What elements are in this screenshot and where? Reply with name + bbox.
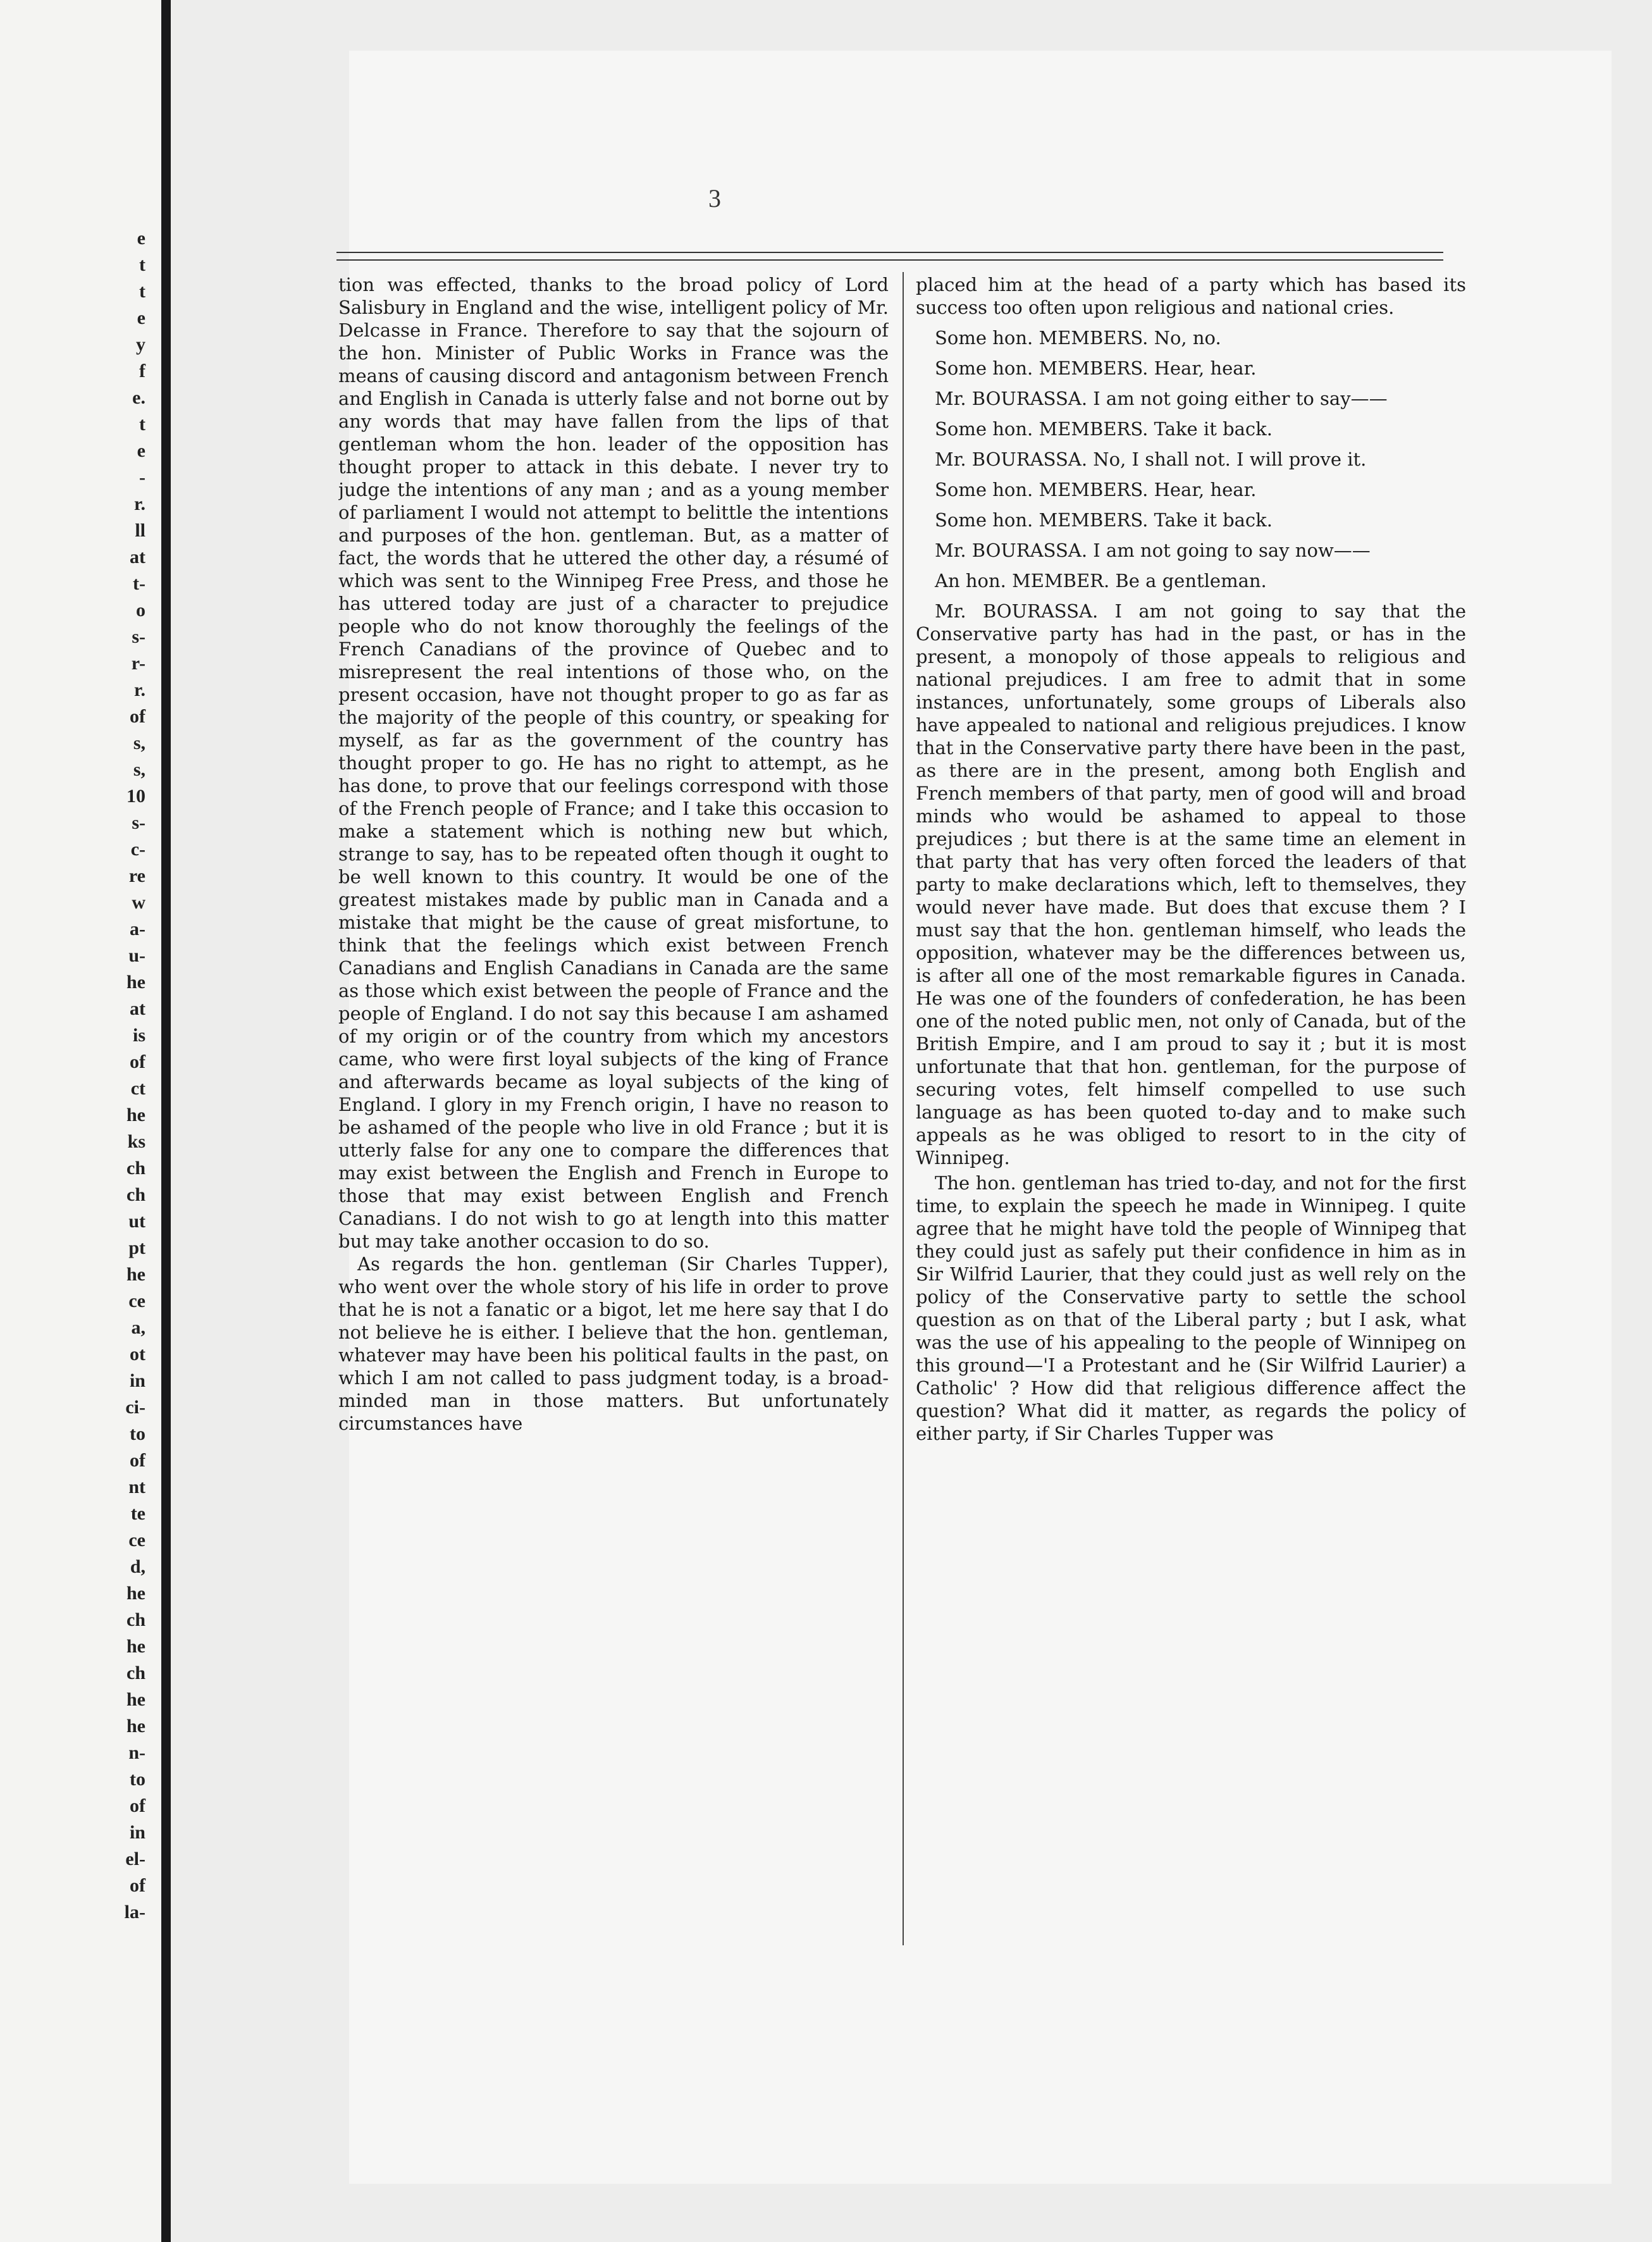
margin-fragment: ut [128,1211,145,1232]
margin-fragment: of [130,1450,145,1471]
margin-fragment: y [136,334,145,355]
paragraph: An hon. MEMBER. Be a gentleman. [935,570,1267,591]
margin-fragment: n- [128,1742,145,1763]
header-rule-bottom [336,259,1443,261]
paragraph: placed him at the head of a party which has based its success too often upon religious and national cries. [916,274,1466,318]
margin-fragment: s, [133,733,145,753]
paragraph: tion was effected, thanks to the broad policy of Lord Salisbury in England and the wise, intelligent policy of Mr. Delcasse in France. Therefore to say that the sojourn of the hon. Minister of Public Works in France was the means of causing discord and antagonism between French and English in Canada is utterly false and not borne out by any words that may have fallen from the lips of that gentleman whom the hon. leader of the opposition has thought proper to attack in this debate. I never try to judge the intentions of any man ; and as a young member of parliament I would not attempt to belittle the intentions and purposes of the hon. gentleman. But, as a matter of fact, the words that he uttered the other day, a résumé of which was sent to the Winnipeg Free Press, and those he has uttered today are just of a character to prejudice people who do not know thoroughly the feelings of the French Canadians of the province of Quebec and to misrepresent the real intentions of those who, on the present occasion, have not thought proper to go as far as the majority of the people of this country, or speaking for myself, as far as the government of the country has thought proper to go. He has no right to attempt, as he has done, to prove that our feelings correspond with those of the French people of France; and I take this occasion to make a statement which is nothing new but which, strange to say, has to be repeated often though it ought to be well known to this country. It would be one of the greatest mistakes made by public man in Canada and a mistake that might be the cause of great misfortune, to think that the feelings which exist between French Canadians and English Canadians in Canada are the same as those which exist between the people of France and the people of England. I do not say this because I am ashamed of my origin or of the country from which my ancestors came, who were first loyal subjects of the king of France and afterwards became as loyal subjects of the king of England. I glory in my French origin, I have no reason to be ashamed of the people who live in old France ; but it is utterly false for any one to compare the differences that may exist between the English and French in Europe to those that may exist between English and French Canadians. I do not wish to go at length into this matter but may take another occasion to do so. [338,274,889,1252]
margin-fragment: in [129,1822,145,1843]
margin-fragment: ks [127,1131,145,1152]
paragraph: Some hon. MEMBERS. Take it back. [935,418,1273,440]
margin-fragment: ce [128,1530,145,1551]
margin-fragment: re [128,865,145,886]
margin-fragment: he [126,1716,145,1737]
left-margin-fragments [0,76,158,1974]
margin-fragment: te [130,1503,145,1524]
margin-fragment: of [130,1051,145,1072]
margin-fragment: e [137,307,145,328]
margin-fragment: la- [124,1902,145,1923]
margin-fragment: to [130,1423,145,1444]
margin-fragment: o [136,600,145,621]
margin-fragment: d, [130,1556,145,1577]
margin-fragment: u- [128,945,145,966]
left-facing-page [0,0,161,2242]
margin-fragment: at [130,998,145,1019]
margin-fragment: r- [131,653,145,674]
margin-fragment: e [137,228,145,249]
column-divider [903,272,904,1945]
paragraph: Mr. BOURASSA. I am not going to say that the Conservative party has had in the past, or has in the present, a monopoly of those appeals to religious and national prejudices. I am free to admit that in some instances, unfortunately, some groups of Liberals also have appealed to national and religious prejudices. I know that in the Conservative party there have been in the past, as there are in the present, among both English and French members of that party, men of good will and broad minds who would be ashamed to appeal to those prejudices ; but there is at the same time an element in that party that has very often forced the leaders of that party to make declarations which, left to themselves, they would never have made. But does that excuse them ? I must say that the hon. gentleman himself, who leads the opposition, whatever may be the differences between us, is after all one of the most remarkable figures in Canada. He was one of the founders of confederation, he has been one of the noted public men, not only of Canada, but of the British Empire, and I am proud to say it ; but it is most unfortunate that that hon. gentleman, for the purpose of securing votes, felt himself compelled to use such language as has been quoted to-day and to make such appeals as he was obliged to resort to in the city of Winnipeg. [916,600,1466,1168]
margin-fragment: ch [126,1609,145,1630]
margin-fragment: nt [128,1477,145,1497]
right-column [916,273,1466,1943]
margin-fragment: pt [128,1237,145,1258]
margin-fragment: t [139,281,145,302]
margin-fragment: r. [133,493,145,514]
margin-fragment: - [139,467,145,488]
margin-fragment: of [130,1875,145,1896]
margin-fragment: at [130,547,145,567]
margin-fragment: is [132,1025,145,1046]
margin-fragment: t [139,414,145,435]
margin-fragment: he [126,1583,145,1604]
margin-fragment: ce [128,1291,145,1311]
margin-fragment: a- [130,919,145,939]
margin-fragment: a, [131,1317,145,1338]
margin-fragment: c- [130,839,145,860]
margin-fragment: t- [133,573,145,594]
margin-fragment: ch [126,1158,145,1179]
margin-fragment: w [132,892,145,913]
paragraph: Some hon. MEMBERS. Hear, hear. [935,357,1257,379]
header-rule-top [336,252,1443,253]
margin-fragment: s, [133,759,145,780]
paragraph: Mr. BOURASSA. I am not going to say now—— [935,540,1371,561]
paragraph: Mr. BOURASSA. I am not going either to say—— [935,388,1388,409]
page-number: 3 [708,184,721,213]
margin-fragment: of [130,706,145,727]
margin-fragment: in [129,1370,145,1391]
margin-fragment: f [139,361,145,381]
margin-fragment: ll [135,520,145,541]
paragraph: Some hon. MEMBERS. Take it back. [935,509,1273,531]
margin-fragment: el- [125,1849,145,1869]
margin-fragment: he [126,1636,145,1657]
margin-fragment: ct [130,1078,145,1099]
paragraph: Some hon. MEMBERS. Hear, hear. [935,479,1257,500]
margin-fragment: he [126,1264,145,1285]
margin-fragment: ch [126,1663,145,1683]
margin-fragment: e [137,440,145,461]
margin-fragment: t [139,254,145,275]
margin-fragment: r. [133,679,145,700]
margin-fragment: of [130,1795,145,1816]
paragraph: Mr. BOURASSA. No, I shall not. I will prove it. [935,449,1367,470]
left-column [338,273,889,1943]
margin-fragment: s- [132,812,145,833]
paragraph: Some hon. MEMBERS. No, no. [935,327,1221,349]
paragraph: The hon. gentleman has tried to-day, and not for the first time, to explain the speech he made in Winnipeg. I quite agree that he might have told the people of Winnipeg that they could just as safely put their confidence in him as in Sir Wilfrid Laurier, that they could just as well rely on the policy of the Conservative party to settle the school question as on that of the Liberal party ; but I ask, what was the use of his appealing to the people of Winnipeg on this ground—'I a Protestant and he (Sir Wilfrid Laurier) a Catholic' ? How did that religious difference affect the question? What did it matter, as regards the policy of either party, if Sir Charles Tupper was [916,1172,1466,1444]
margin-fragment: 10 [126,786,145,807]
margin-fragment: e. [132,387,145,408]
margin-fragment: he [126,1689,145,1710]
margin-fragment: to [130,1769,145,1790]
margin-fragment: he [126,972,145,993]
margin-fragment: he [126,1105,145,1125]
paragraph: As regards the hon. gentleman (Sir Charles Tupper), who went over the whole story of his life in order to prove that he is not a fanatic or a bigot, let me here say that I do not believe he is either. I believe that the hon. gentleman, whatever may have been his political faults in the past, on which I am not called to pass judgment today, is a broad-minded man in those matters. But unfortunately circumstances have [338,1253,889,1434]
margin-fragment: s- [132,626,145,647]
margin-fragment: ot [130,1344,145,1365]
margin-fragment: ci- [125,1397,145,1418]
margin-fragment: ch [126,1184,145,1205]
